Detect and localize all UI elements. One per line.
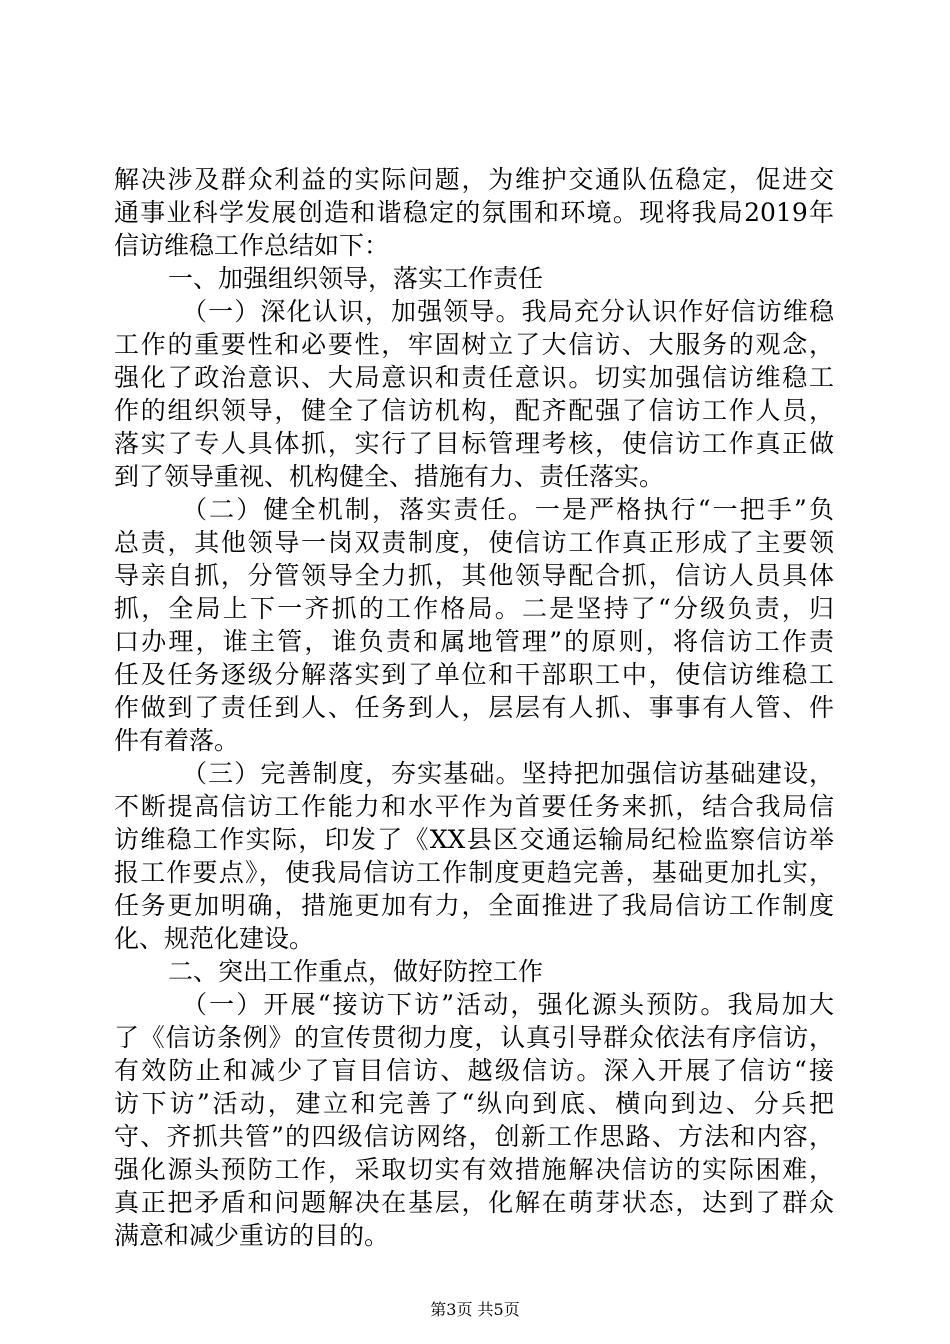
text-line: 化、规范化建设。 [114,924,315,953]
text-line: 任务更加明确，措施更加有力，全面推进了我局信访工作制度 [114,891,834,920]
text-line: 信访维稳工作总结如下： [114,231,390,260]
text-line: 口办理，谁主管，谁负责和属地管理”的原则，将信访工作责 [114,627,834,656]
text-line: 了《信访条例》的宣传贯彻力度，认真引导群众依法有序信访， [114,1023,834,1052]
text-line: 访下访”活动，建立和完善了“纵向到底、横向到边、分兵把 [114,1089,834,1118]
text-line: 强化了政治意识、大局意识和责任意识。切实加强信访维稳工 [114,363,834,392]
text-line: 任及任务逐级分解落实到了单位和干部职工中，使信访维稳工 [114,660,834,689]
text-line: 有效防止和减少了盲目信访、越级信访。深入开展了信访“接 [114,1056,834,1085]
text-line: 报工作要点》，使我局信访工作制度更趋完善，基础更加扎实， [114,858,834,887]
text-line: 守、齐抓共管”的四级信访网络，创新工作思路、方法和内容， [114,1122,834,1151]
text-line: 抓，全局上下一齐抓的工作格局。二是坚持了“分级负责，归 [114,594,834,623]
text-line: （三）完善制度，夯实基础。坚持把加强信访基础建设， [182,759,834,788]
text-line: 到了领导重视、机构健全、措施有力、责任落实。 [114,462,665,491]
text-line: 一、加强组织领导，落实工作责任 [168,264,544,293]
text-line: 导亲自抓，分管领导全力抓，其他领导配合抓，信访人员具体 [114,561,834,590]
text-line: 总责，其他领导一岗双责制度，使信访工作真正形成了主要领 [114,528,834,557]
text-line: 不断提高信访工作能力和水平作为首要任务来抓，结合我局信 [114,792,834,821]
text-line: 强化源头预防工作，采取切实有效措施解决信访的实际困难， [114,1155,834,1184]
page-footer: 第3页 共5页 [430,1300,520,1319]
text-line: （二）健全机制，落实责任。一是严格执行“一把手”负 [182,495,834,524]
text-line: 访维稳工作实际，印发了《XX县区交通运输局纪检监察信访举 [114,825,834,854]
text-line: 满意和减少重访的目的。 [114,1221,390,1250]
document-body [114,163,834,1252]
text-line: 工作的重要性和必要性，牢固树立了大信访、大服务的观念， [114,330,834,359]
text-line: 件有着落。 [114,726,240,755]
text-line: 落实了专人具体抓，实行了目标管理考核，使信访工作真正做 [114,429,834,458]
text-line: 通事业科学发展创造和谐稳定的氛围和环境。现将我局2019年 [114,198,834,227]
text-line: （一）开展“接访下访”活动，强化源头预防。我局加大 [182,990,834,1019]
text-line: 作做到了责任到人、任务到人，层层有人抓、事事有人管、件 [114,693,834,722]
text-line: 解决涉及群众利益的实际问题，为维护交通队伍稳定，促进交 [114,165,834,194]
text-line: 作的组织领导，健全了信访机构，配齐配强了信访工作人员， [114,396,834,425]
text-line: 二、突出工作重点，做好防控工作 [168,957,544,986]
text-line: （一）深化认识，加强领导。我局充分认识作好信访维稳 [182,297,834,326]
text-line: 真正把矛盾和问题解决在基层，化解在萌芽状态，达到了群众 [114,1188,834,1217]
